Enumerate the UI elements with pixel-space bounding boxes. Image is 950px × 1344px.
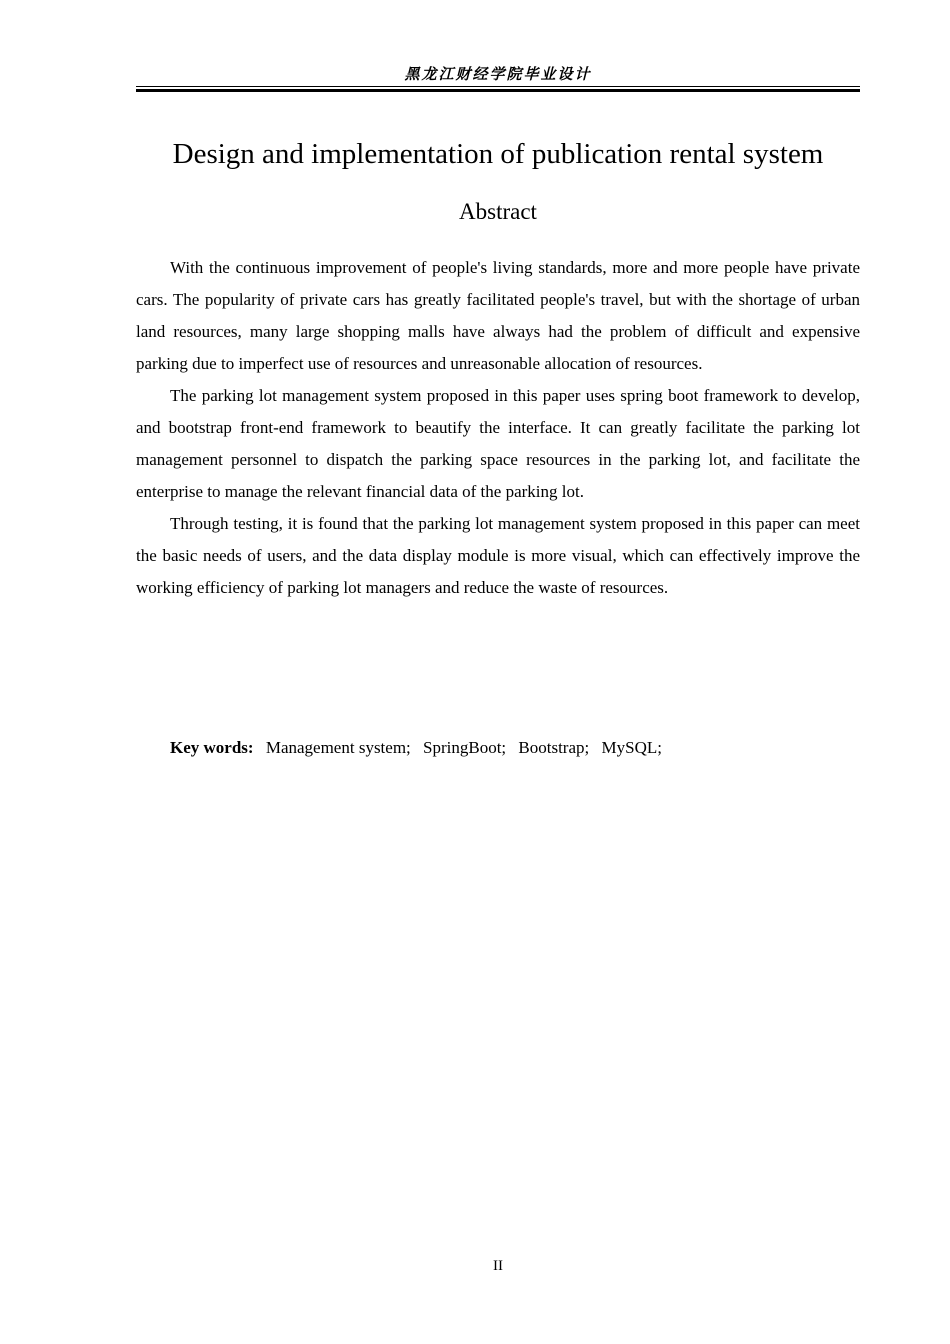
keywords-line bbox=[170, 732, 860, 764]
abstract-paragraph-2: The parking lot management system proposed in this paper uses spring boot framework to develop, and bootstrap front-end framework to beautify the interface. It can greatly facilitate the parking lot management personnel to dispatch the parking space resources in the parking lot, and facilitate the enterprise to manage the relevant financial data of the parking lot. bbox=[136, 386, 860, 501]
keyword-item: MySQL; bbox=[601, 738, 662, 757]
page-header bbox=[136, 64, 860, 84]
abstract-paragraph-1: With the continuous improvement of people's living standards, more and more people have private cars. The popularity of private cars has greatly facilitated people's travel, but with the shortage of urban land resources, many large shopping malls have always had the problem of difficult and expensive parking due to imperfect use of resources and unreasonable allocation of resources. bbox=[136, 258, 860, 373]
keywords-label: Key words: bbox=[170, 738, 254, 757]
keyword-item: Management system; bbox=[265, 738, 411, 757]
header-institution-text: 黑龙江财经学院毕业设计 bbox=[404, 65, 592, 83]
header-rule-thin bbox=[136, 86, 860, 87]
document-title: Design and implementation of publication rental system bbox=[172, 138, 824, 170]
keyword-item: SpringBoot; bbox=[423, 738, 507, 757]
keyword-item: Bootstrap; bbox=[518, 738, 590, 757]
header-rule-thick bbox=[136, 89, 860, 92]
abstract-heading: Abstract bbox=[459, 199, 537, 224]
abstract-body bbox=[136, 252, 860, 604]
abstract-paragraph-3: Through testing, it is found that the parking lot management system proposed in this paper can meet the basic needs of users, and the data display module is more visual, which can effectively improve the working efficiency of parking lot managers and reduce the waste of resources. bbox=[136, 514, 860, 597]
page-number: II bbox=[493, 1258, 503, 1274]
